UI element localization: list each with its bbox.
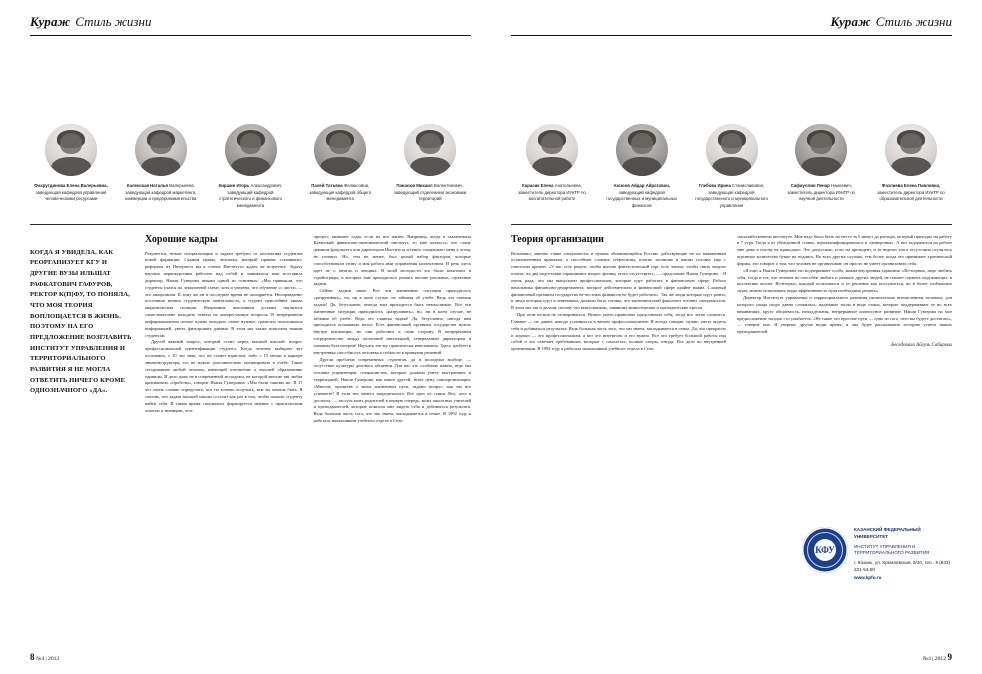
badge-website[interactable]: www.kpfu.ru [854, 575, 882, 581]
page-number: 8 [30, 652, 35, 662]
person-name: Аксюов Айдар Айратович, [613, 183, 671, 188]
left-portrait-row [30, 124, 471, 210]
person-card [603, 124, 681, 210]
badge-address: г. Казань, ул. Кремлевская, 6/20, тел.: 8 (843) 231-54-50 [854, 560, 951, 572]
left-column-2 [314, 234, 472, 425]
paragraph: Директор Института управления и территориального развития окончательно впечатлением человека, для которого улица скоро давно сложилась: надежные тылы в виде семьи, которые поддерживают ее во всех начинаниях, круто общаемость, неподдельная, непрерывное личностное развитие. Наиля Гумерова на мое предположение загадок сто улыбается: «Не такие это простые пути — одно из того, чего вы будете достигать», — говорит она. Я уверена, другие видят время, и она будет рассказывать историю успеха наших преподавателей. [737, 295, 952, 335]
left-running-head [30, 14, 471, 32]
person-card [391, 124, 469, 210]
left-columns [30, 234, 471, 425]
person-card [693, 124, 771, 210]
person-caption [693, 183, 771, 210]
avatar [526, 124, 578, 176]
person-title: Александрович, заведующий кафедрой стратегического и финансового менеджмента [219, 183, 283, 208]
paragraph: процесс занимает годы, если их все жизнь. Например, когда я заканчивала Казанский финансово-экономический институт, то мне казалось, что стану деканом факультета или директором Института и никто специально меня к этому не готовил. Но, тем не менее, был целый набор факторов, которые способствовали этому и моя работа ими управления коллективом. И речь здесь идет не о книгах и лекциях. В моей молодости это были комсомол и стройотряды, в которых нам приходилось решать вполне реальные, серьезные задачи. [313, 233, 471, 287]
badge-university-name: КАЗАНСКИЙ ФЕДЕРАЛЬНЫЙ УНИВЕРСИТЕТ [854, 527, 921, 540]
seal-glyph-label: КФУ [815, 545, 835, 556]
avatar [404, 124, 456, 176]
person-caption [513, 183, 591, 203]
person-title: заведующий кафедрой государственных и муниципальных финансов [606, 189, 678, 208]
left-head-rule [30, 35, 471, 36]
right-column-2 [737, 234, 952, 353]
magazine-brand: Кураж [830, 14, 871, 29]
paragraph: Разумеется, новые специализации и задачи требуют от коллектива студентов новой формации. Скажем прямо, человека, который привык «скачивать» рефераты из Интернета вы в стенах Института ждать не встретите. Задачу научить первокурсника работать над собой и заниматься ими поставила директор, Наиля Гумерова иными одной из основных: «Мы привыкли, что студенты учатся по лекционной схеме, хотя я уверена, что обучение «с листа» — это анахронизм. К тому же он в последнее время не поощряется. Неоправданно постоянно менять студенческую ментальность, а студент пристойнит такова академическая позиция. Вчерашние школьники должны научиться самостоятельно находить ответы на интересующие вопросы. В непрерывном информационном потоке нужно находить самое нужное, грамотно пользоваться информацией, уметь фильтровать данные. В этом мы также помогаем нашим студентам. [145, 250, 303, 338]
person-caption [32, 183, 110, 203]
person-name: Сафиуллин Ленар [790, 183, 830, 188]
person-caption [212, 183, 290, 210]
avatar [616, 124, 668, 176]
avatar [314, 124, 366, 176]
person-name: Фахрутдинова Елена Валерьевна, [34, 183, 108, 188]
magazine-section: Стиль жизни [875, 14, 952, 29]
person-card [513, 124, 591, 210]
person-name: Фазлиева Елена Павловна, [881, 183, 941, 188]
university-seal-icon [802, 527, 848, 573]
pull-quote: КОГДА Я УВИДЕЛА, КАК РЕОРГАНИЗУЕТ КГУ И ДРУГИЕ ВУЗЫ ИЛЬШАТ РАФКАТОВИЧ ГАФУРОВ, РЕКТОР К(П)ФУ, ТО ПОНЯЛА, ЧТО МОЯ ТЕОРИЯ ВОПЛОЩАЕТСЯ В ЖИЗНЬ. ПОЭТОМУ НА ЕГО ПРЕДЛОЖЕНИЕ ВОЗГЛАВИТЬ ИНСТИТУТ УПРАВЛЕНИЯ И ТЕРРИТОРИАЛЬНОГО РАЗВИТИЯ Я НЕ МОГЛА ОТВЕТИТЬ НИЧЕГО КРОМЕ ОДНОЗНАЧНОГО «ДА». [30, 248, 132, 395]
person-card [782, 124, 860, 210]
person-title: Наилевич, заместитель директора ИУиТР по научной деятельности [787, 183, 856, 202]
person-title: Валентинович, заведующий отделением экономики территорий [393, 183, 467, 202]
left-pullquote-column [30, 234, 134, 425]
right-page [491, 0, 982, 674]
paragraph: Другая проблема современных студентов, да и молодежи вообще, — отсутствие культуры делового общения. Для нас это особенно важно, ведь мы готовим управленцев, специалистов, которые должны уметь выстраивать и территорией. Наиля Гумерова, как никто другой, знает цену самоорганизации. «Многие, прочитав о моем жизненном пути, задают вопрос: как вы все успеваете? В этом нет ничего запредельного. Все идет из семьи. Все, чего я достигла, — заслуга моих родителей в первую очередь, моих школьных учителей и преподавателей, которые помогли мне видеть себя и добиваться результата. Ведь большая часть того, что мы знаем, закладывается в семье. В 1992 году я работала начальником учебного отдела в Сель- [313, 356, 471, 423]
person-card [32, 124, 110, 210]
right-divider-rule [511, 224, 952, 225]
person-card [301, 124, 379, 210]
person-title: заведующая кафедрой управления человеческими ресурсами [35, 189, 107, 202]
person-name: Панасюк Михаил [396, 183, 433, 188]
person-card [212, 124, 290, 210]
paragraph: При этом нельзя не оговориваться. Нужно уметь правильно представлять себя, тогда все легко сложится. Главное — не давать повода усомниться в вашем профессионализме. Я всегда говорю: нужно уметь видеть себя и добиваться результата. Ведь большая часть того, что мы знаем, закладывается в семье. Да, это прекрасно и хорошо — это профессионализм, а вот это интересно и это нужно. Все это требует большой работы над собой и это отвечает требованиям, которые с самолетах, полные опоры, откуда. Все дело во внутренней организации. В 1992 году я работала начальником учебного отдела в Сель- [511, 312, 726, 352]
paragraph: Сейчас задачи иные. Все эти жизненные ситуации приходилось «разруливать», но, ни в коем случае, не забывая об учебе. Ведь это главная задача! Да, безусловно, иногда нам приходится быть немыслимые. Все эти жизненные ситуации приходилось «разруливать», но, ни в коем случае, не забывая об учебе. Ведь это главная задача! Да, безусловно, иногда нам приходится оплачивать налог. Есть финансовый организм государства нужно внутри инспекции, но они работают в свою сторону. В непрерывном сотрудничестве между налоговой инспекцией, генеральным директором и главным бухгалтером! Научить это-му практически невозможно. Здесь требуется внутренняя способность человека к гибкости в принятии решений. [313, 288, 471, 355]
person-title: Валерьевна, заведующая кафедрой маркетинга, коммерции и предпринимательства [125, 183, 197, 202]
magazine-section: Стиль жизни [75, 14, 152, 29]
paragraph: «Я еще, я Наиля Гумеровна это подчеркивает особо, важна внутренняя гармония. «Во-первых, надо любить себя, тогда и тот, что человек не способен любить и уважать других людей, не сможет оценить окружающих, в коллективе коллег. Во-вторых, каждый пользовался и от решения как поступиться, но в более глобальных задач, можно испытывать виды эффективность нуля необходимо решать». [737, 267, 952, 294]
badge-text-block [854, 527, 952, 582]
left-footer [30, 652, 59, 662]
magazine-brand: Кураж [30, 14, 71, 29]
person-title: заместитель директора ИУиТР по образовательной деятельности [877, 189, 945, 202]
left-column-1 [145, 234, 303, 425]
issue-label: №4 | 2012 [36, 656, 60, 662]
right-head-rule [511, 35, 952, 36]
avatar [885, 124, 937, 176]
person-title: Станиславовна, заведующая кафедрой государственного и муниципального управления [695, 183, 768, 208]
person-name: Глебова Ирина [698, 183, 731, 188]
person-card [872, 124, 950, 210]
person-name: Киршин Игорь [218, 183, 250, 188]
article-heading: Хорошие кадры [145, 233, 218, 245]
person-caption [872, 183, 950, 203]
paragraph: Другой важный вопрос, который стоит перед высшей школой: вопрос профессиональной идентификации студента. Когда человек выбирает вуз осознанно, с 10 лет зная, что он станет юристом, либо с 15 метки в карьере авиаконструктора, его не нужно дополнительно мотивировать в учебе. Такие сегодняшние любой человек, имеющий отношение к высшей образованию единицы. И дело даже не в современной молодежи, не которой многие так любят критиковать «пробелы», говорит Наиля Гумеровна: «Мы были такими же. В 17 лет очень сложно определить, что ты хочешь получить, кем ты хочешь быть. Я считаю, что задача высшей школы состоит как раз в том, чтобы помочь студенту найти себя. В таком время специалист формируется именно с практическим опытом и знаниями, этот [145, 339, 303, 413]
person-caption [782, 183, 860, 203]
university-badge [802, 527, 952, 582]
badge-institute-name: ИНСТИТУТ УПРАВЛЕНИЯ И ТЕРРИТОРИАЛЬНОГО РАЗВИТИЯ [854, 543, 930, 556]
person-caption [603, 183, 681, 210]
paragraph: Возможно, именно такие специалисты и нужны обновляющейся России: действующие не по навязанным установленным правилам, а способные сломить стереотипы, плотно засевшие в наших головах еще с советских времен. «У нас есть рецепт, чтобы высечь фантастический торг есть лекала, чтобы снять модное платье, на два подготовки спрашивают вопрос физику этого отсутствует», — продолжает Наиля Гумерова. - Я очень рада, что мы выпускаем профессионалов, которые идут работать в финансовую сферу. Работа начальника финансово-департамента, которое действительно в финансовой сфере крайне важна. Сложный финансовый организм государства не-честных финансов не будет работать». Так же люди которые идут ровно, и люди которые идут в чиновники, должны быть готовы, что экономический факультет готовит специалистов. В этом мы так и делали, потому что выпускникам, занявших министерские и президентские кресла. [511, 250, 726, 311]
avatar [225, 124, 277, 176]
right-portrait-row [511, 124, 952, 210]
article-heading: Теория организации [511, 233, 604, 245]
avatar [45, 124, 97, 176]
avatar [135, 124, 187, 176]
right-column-1 [511, 234, 726, 353]
person-title: Анатольевна, заместитель директора ИУиТР по воспитательной работе [518, 183, 586, 202]
paragraph: скохозяйственном институте. Мне надо было быть на месте за 5 минут до ректора, который приходил на работу в 7 утра. Тогда я из убежденной «совы» переквалифицировалась в «жаворонка». А вот задержаться на работе мне даже в голову не приходило. Это допустимо, если ты президент, и за неделю этого отсутствия случилось огромное количество бумаг на подпись. Во всех других случаях, тем более, когда это принимает хронической формы, это говорит о том, что человек не организован: он просто не умеет организовать себя. [737, 233, 952, 266]
person-caption [301, 183, 379, 203]
person-name: Палей Татьяна [311, 183, 343, 188]
avatar [795, 124, 847, 176]
person-title: Феликсовна, заведующая кафедрой общего менеджмента [309, 183, 372, 202]
person-card [122, 124, 200, 210]
right-columns [511, 234, 952, 353]
person-caption [122, 183, 200, 203]
issue-label: №4 | 2012 [922, 656, 946, 662]
left-divider-rule [30, 224, 471, 225]
right-running-head [511, 14, 952, 32]
person-name: Каленская Наталья [126, 183, 169, 188]
page-number: 9 [947, 652, 952, 662]
right-footer [923, 652, 952, 662]
author-signature: Беседовала Айгуль Сабирова [891, 343, 952, 349]
person-name: Карасик Елена [522, 183, 554, 188]
person-caption [391, 183, 469, 203]
avatar [706, 124, 758, 176]
